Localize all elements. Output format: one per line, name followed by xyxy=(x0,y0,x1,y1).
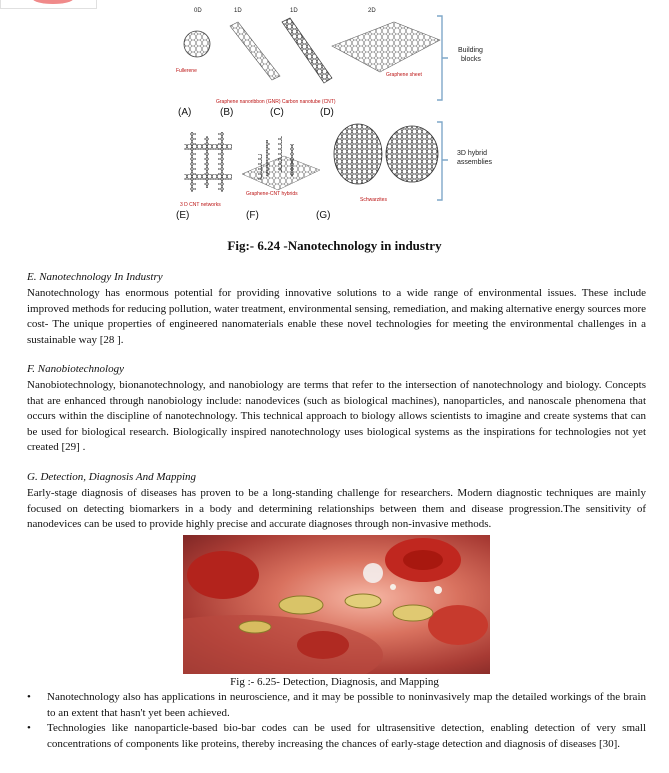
red-cell-shape-3 xyxy=(428,605,488,645)
nanoparticle-shape-4 xyxy=(239,621,271,633)
hybrid-assemblies-bracket xyxy=(437,122,448,200)
section-heading-industry: E. Nanotechnology In Industry xyxy=(27,271,163,283)
figure-caption-6-25: Fig :- 6.25- Detection, Diagnosis, and Mapping xyxy=(230,676,439,688)
bullet-text-biobarcodes: Technologies like nanoparticle-based bio-bar codes can be used for ultrasensitive detection, enabling detection of very small concentrations of components like proteins, thereby increasing the chances of early-stage detection and diagnosis of diseases [30]. xyxy=(47,722,646,750)
label-cnt-networks: 3 D CNT networks xyxy=(180,202,221,208)
bullet-list xyxy=(27,690,646,752)
dim-label-a: 0D xyxy=(194,8,202,14)
schwarzite-shape-2 xyxy=(386,126,438,182)
label-schwarzites: Schwarzites xyxy=(360,197,387,203)
side-label-bottom-line1: 3D hybrid xyxy=(457,150,487,157)
red-cell-shape-1-center xyxy=(403,550,443,570)
section-heading-nanobiotech: F. Nanobiotechnology xyxy=(27,363,124,375)
side-label-building-blocks xyxy=(458,46,483,64)
letter-d: (D) xyxy=(320,107,334,118)
logo-shape xyxy=(33,0,73,4)
side-label-top-line1: Building xyxy=(458,47,483,54)
section-heading-detection: G. Detection, Diagnosis And Mapping xyxy=(27,471,197,483)
graphene-nanoribbon-shape xyxy=(230,22,280,80)
side-label-top-line2: blocks xyxy=(461,56,481,63)
side-label-hybrid-assemblies xyxy=(457,149,492,167)
letter-g: (G) xyxy=(316,210,331,221)
section-text-industry: Nanotechnology has enormous potential for providing innovative solutions to a wide range of environmental issues. These include improved methods for reducing pollution, water treatment, environmental sensing, remediation, and making alternative energy sources more cost- The unique properties of engineered nanomaterials enable these novel technologies for meeting the environmental challenges in a sustainable way [28 ]. xyxy=(27,287,646,346)
fullerene-shape xyxy=(184,31,210,57)
corner-logo xyxy=(0,0,97,9)
section-text-nanobiotech: Nanobiotechnology, bionanotechnology, and nanobiology are terms that refer to the intersection of nanotechnology and biology. Concepts that are enhanced through nanobiology include: nanodevices (such as biological machines), nanoparticles, and nanoscale phenomena that occurs within the discipline of nanotechnology. This technical approach to biology allows scientists to imagine and create systems that can be used for biological research. Biologically inspired nanotechnology uses biological systems as the inspirations for technologies not yet created [29] . xyxy=(27,379,646,454)
section-text-detection: Early-stage diagnosis of diseases has proven to be a long-standing challenge for researchers. Modern diagnostic techniques are mainly focused on detecting biomarkers in a body and determining relationships between them and disease progression.The sensitivity of nanodevices can be used to provide highly precise and accurate diagnoses through non-invasive methods. xyxy=(27,487,646,531)
letter-b: (B) xyxy=(220,107,234,118)
red-cell-shape-4 xyxy=(297,631,349,659)
nanoparticle-shape-1 xyxy=(279,596,323,614)
letter-f: (F) xyxy=(246,210,259,221)
bullet-symbol: • xyxy=(27,722,31,735)
bullet-item-neuroscience xyxy=(27,690,646,721)
vessel-wall-shape xyxy=(183,615,383,674)
schwarzite-shape-1 xyxy=(334,124,382,184)
particle-dot-2 xyxy=(390,584,396,590)
label-fullerene: Fullerene xyxy=(176,68,197,74)
bullet-symbol: • xyxy=(27,691,31,703)
blood-cells-illustration xyxy=(183,535,490,674)
figure-nanotech-structures xyxy=(172,4,502,230)
figure-caption-6-24: Fig:- 6.24 -Nanotechnology in industry xyxy=(227,238,442,253)
letter-c: (C) xyxy=(270,107,284,118)
dim-label-d: 2D xyxy=(368,8,376,14)
bullet-text-neuroscience: Nanotechnology also has applications in neuroscience, and it may be possible to noninvasively map the detailed workings of the brain to an extent that hasn't yet been achieved. xyxy=(47,691,646,719)
red-cell-shape-2 xyxy=(187,551,259,599)
letter-a: (A) xyxy=(178,107,192,118)
cnt-network-shape xyxy=(184,132,232,192)
nanoparticle-shape-3 xyxy=(393,605,433,621)
label-graphene-cnt: Graphene-CNT hybrids xyxy=(246,191,298,197)
letter-e: (E) xyxy=(176,210,190,221)
nanoparticle-shape-2 xyxy=(345,594,381,608)
graphene-sheet-shape xyxy=(332,22,440,72)
dim-label-c: 1D xyxy=(290,8,298,14)
side-label-bottom-line2: assemblies xyxy=(457,159,493,166)
white-cell-shape xyxy=(363,563,383,583)
dim-label-b: 1D xyxy=(234,8,242,14)
figure-blood-vessel-image xyxy=(183,535,490,674)
carbon-nanotube-shape xyxy=(282,18,332,83)
label-graphene-sheet: Graphene sheet xyxy=(386,72,422,78)
building-blocks-bracket xyxy=(437,16,448,100)
bullet-item-biobarcodes xyxy=(27,721,646,752)
particle-dot-1 xyxy=(434,586,442,594)
label-gnr-cnt: Graphene nanoribbon (GNR) Carbon nanotube (CNT) xyxy=(216,99,336,105)
